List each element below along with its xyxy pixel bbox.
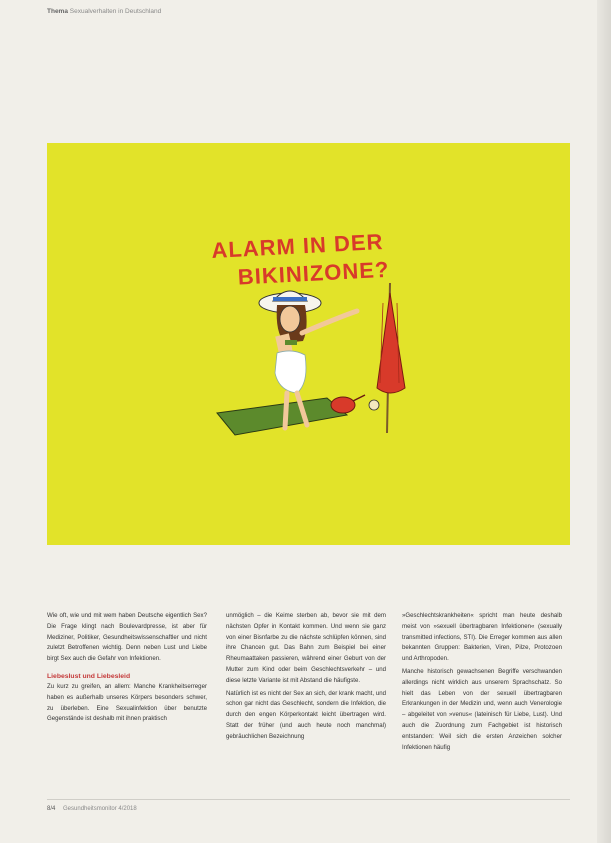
section-subtitle: Sexualverhalten in Deutschland	[69, 8, 162, 15]
body-paragraph: Zu kurz zu greifen, an allem: Manche Krankheitserreger haben es außerhalb unseres Körpers besonders schwer, zu überleben. Eine Sexualinfektion über benutzte Gegenstände ist deshalb mit ihnen praktisch	[47, 682, 207, 723]
body-paragraph: unmöglich – die Keime sterben ab, bevor sie mit dem nächsten Opfer in Kontakt kommen. Und wenn sie ganz von einer Bisnfarbe zu die nächste schlüpfen können, sind ihre Chancen gut. Das Bahn zum Beispiel bei einer Rheumaattaken passieren, während einer Geburt von der Mutter zum Kind oder beim Geschlechtsverkehr – und diese letzte Variante ist mit Abstand die häufigste.	[226, 612, 386, 684]
article-column-3	[402, 611, 562, 755]
body-paragraph: »Geschlechtskrankheiten« spricht man heute deshalb meist von »sexuell übertragbaren Infektionen« (sexually transmitted infections, STI). Die Erreger kommen aus allen bekannten Gruppen: Bakterien, Viren, Pilze, Protozoen und Arthropoden.	[402, 612, 562, 663]
body-paragraph: Natürlich ist es nicht der Sex an sich, der krank macht, und schon gar nicht das Geschlecht, sondern die Infektion, die durch den engen Körperkontakt leicht übertragen wird. Statt der früher (und auch heute noch manchmal) gebräuchlichen Bezeichnung	[226, 689, 386, 740]
section-label: Thema	[47, 8, 68, 15]
publication-name: Gesundheitsmonitor 4/2018	[63, 806, 137, 812]
article-column-2	[226, 611, 386, 745]
section-heading: Liebeslust und Liebesleid	[47, 672, 131, 680]
beach-towel	[217, 398, 347, 435]
article-column-1	[47, 611, 207, 727]
illustration-headline-line1: ALARM IN DER	[210, 228, 385, 263]
beach-umbrella	[377, 283, 405, 433]
page-footer	[47, 806, 137, 812]
running-header	[47, 8, 161, 15]
page-edge-shadow	[597, 0, 611, 843]
intro-paragraph: Wie oft, wie und mit wem haben Deutsche eigentlich Sex? Die Frage klingt nach Boulevardpresse, ist aber für Mediziner, Politiker, Gesundheitswissenschaftler und nicht zuletzt Betroffenen wichtig. Denn neben Lust und Liebe birgt Sex auch die Gefahr von Infektionen.	[47, 612, 207, 663]
hero-illustration	[47, 143, 570, 545]
illustration-headline-line2: BIKINIZONE?	[237, 256, 390, 290]
cartoon-illustration	[47, 143, 570, 545]
watering-can	[331, 395, 379, 413]
body-paragraph: Manche historisch gewachsenen Begriffe verschwanden allerdings nicht wirklich aus unserem Sprachschatz. So hielt das Leben von der sexuell übertragbaren Erkrankungen in der Medizin und, wenn auch Venerologie – abgeleitet von »venus« (lateinisch für Liebe, Lust). Und auch die Zuordnung zum Fachgebiet ist historisch entstanden: Weil sich die ersten Anzeichen solcher Infektionen häufig	[402, 667, 562, 751]
footer-divider	[47, 799, 570, 800]
page-number: 8/4	[47, 806, 56, 812]
